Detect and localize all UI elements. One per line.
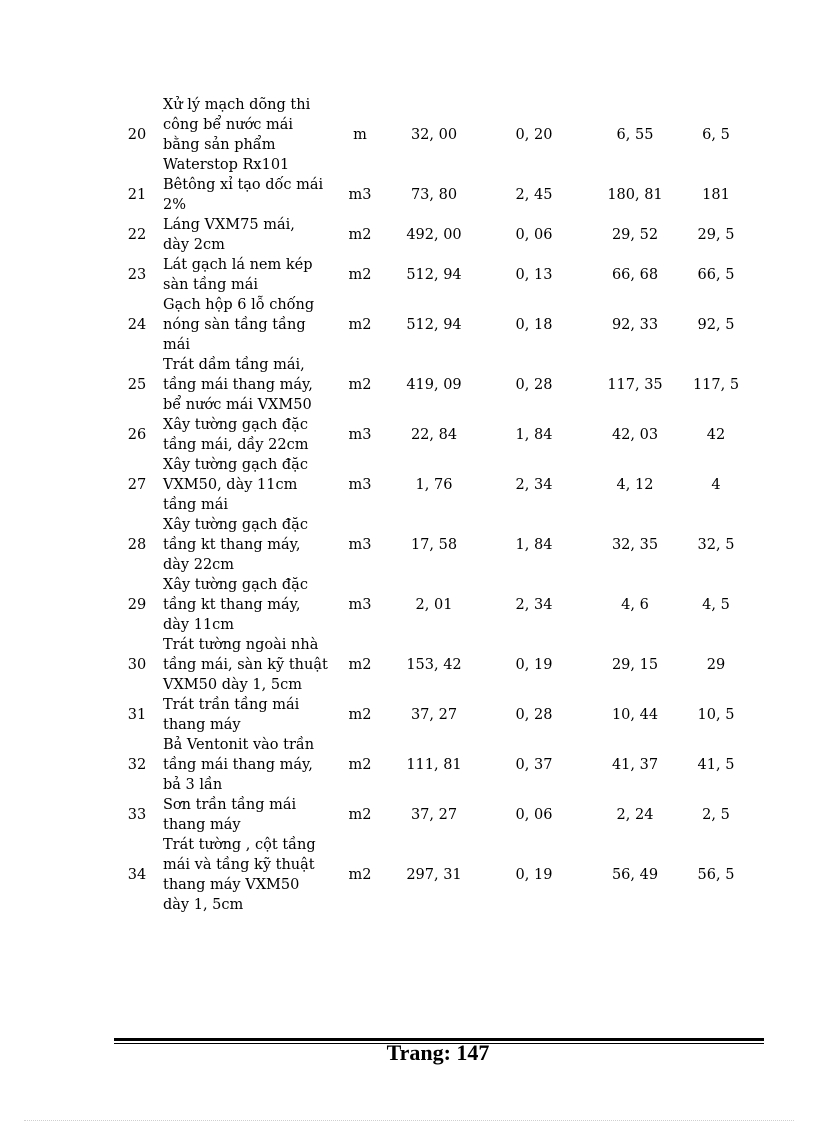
table-row [0,575,816,635]
description-line: Láng VXM75 mái, [163,217,295,233]
item-description [163,735,338,795]
quantity: 32, 00 [410,127,458,143]
total: 29, 52 [611,227,659,243]
page-bottom-border [24,1120,794,1121]
norm: 2, 34 [515,477,553,493]
description-line: dày 2cm [163,237,225,253]
norm: 1, 84 [515,427,553,443]
description-line: tầng mái [163,497,228,513]
description-line: VXM50 dày 1, 5cm [163,677,302,693]
item-number: 30 [127,657,147,673]
description-line: mái và tầng kỹ thuật [163,857,315,873]
total: 92, 33 [611,317,659,333]
rounded-total: 117, 5 [692,377,740,393]
item-number: 23 [127,267,147,283]
unit: m3 [348,187,372,203]
item-number: 31 [127,707,147,723]
description-line: VXM50, dày 11cm [163,477,298,493]
quantity: 153, 42 [406,657,462,673]
item-number: 22 [127,227,147,243]
unit: m3 [348,597,372,613]
quantity: 17, 58 [410,537,458,553]
rounded-total: 29 [706,657,726,673]
description-line: Trát tường , cột tầng [163,837,316,853]
norm: 2, 34 [515,597,553,613]
description-line: bả 3 lần [163,777,223,793]
total: 117, 35 [607,377,663,393]
table-row [0,735,816,795]
item-description [163,455,338,515]
item-number: 33 [127,807,147,823]
rounded-total: 41, 5 [697,757,735,773]
description-line: Xây tường gạch đặc [163,577,308,593]
item-description [163,355,338,415]
item-description [163,95,338,175]
table-row [0,255,816,295]
norm: 0, 20 [515,127,553,143]
item-number: 20 [127,127,147,143]
norm: 0, 19 [515,867,553,883]
quantity: 492, 00 [406,227,462,243]
norm: 0, 18 [515,317,553,333]
norm: 0, 28 [515,377,553,393]
description-line: Sơn trần tầng mái [163,797,297,813]
norm: 0, 28 [515,707,553,723]
quantity: 2, 01 [415,597,453,613]
quantity: 1, 76 [415,477,453,493]
quantity: 512, 94 [406,267,462,283]
total: 42, 03 [611,427,659,443]
quantity: 419, 09 [406,377,462,393]
description-line: dày 22cm [163,557,235,573]
item-description [163,175,338,215]
rounded-total: 4, 5 [702,597,730,613]
table-row [0,215,816,255]
description-line: Trát dầm tầng mái, [163,357,305,373]
item-number: 28 [127,537,147,553]
page-number: Trang: 147 [386,1040,490,1065]
description-line: thang máy [163,717,241,733]
quantity: 111, 81 [406,757,462,773]
norm: 1, 84 [515,537,553,553]
description-line: 2% [163,197,187,213]
item-number: 21 [127,187,147,203]
table-row [0,835,816,915]
description-line: Trát tường ngoài nhà [163,637,319,653]
total: 4, 12 [616,477,654,493]
unit: m2 [348,757,372,773]
table-row [0,455,816,515]
rounded-total: 181 [702,187,730,203]
rounded-total: 4 [711,477,721,493]
description-line: sàn tầng mái [163,277,259,293]
table-row [0,635,816,695]
description-line: tầng mái, dầy 22cm [163,437,309,453]
item-description [163,295,338,355]
unit: m2 [348,317,372,333]
table-row [0,95,816,175]
rounded-total: 29, 5 [697,227,735,243]
total: 2, 24 [616,807,654,823]
rounded-total: 10, 5 [697,707,735,723]
description-line: công bể nước mái [163,117,294,133]
item-number: 32 [127,757,147,773]
description-line: Xây tường gạch đặc [163,457,308,473]
description-line: Trát trần tầng mái [163,697,300,713]
quantity: 22, 84 [410,427,458,443]
unit: m2 [348,227,372,243]
description-line: tầng kt thang máy, [163,537,301,553]
item-description [163,575,338,635]
item-description [163,695,338,735]
rounded-total: 2, 5 [702,807,730,823]
description-line: tầng kt thang máy, [163,597,301,613]
description-line: nóng sàn tầng tầng [163,317,306,333]
item-number: 27 [127,477,147,493]
table-row [0,695,816,735]
item-description [163,515,338,575]
total: 180, 81 [607,187,663,203]
description-line: Bêtông xỉ tạo dốc mái [163,177,324,193]
total: 4, 6 [621,597,649,613]
unit: m3 [348,427,372,443]
quantity: 512, 94 [406,317,462,333]
item-description [163,835,338,915]
item-number: 34 [127,867,147,883]
unit: m2 [348,267,372,283]
rounded-total: 42 [706,427,726,443]
item-number: 25 [127,377,147,393]
quantity: 37, 27 [410,707,458,723]
table-row [0,415,816,455]
unit: m3 [348,477,372,493]
item-description [163,215,338,255]
unit: m2 [348,377,372,393]
description-line: dày 11cm [163,617,235,633]
quantity: 73, 80 [410,187,458,203]
table-row [0,795,816,835]
rounded-total: 56, 5 [697,867,735,883]
unit: m2 [348,657,372,673]
norm: 0, 06 [515,807,553,823]
description-line: tầng mái thang máy, [163,377,313,393]
quantity: 297, 31 [406,867,462,883]
description-line: thang máy [163,817,241,833]
description-line: Gạch hộp 6 lỗ chống [163,297,315,313]
description-line: Lát gạch lá nem kép [163,257,313,273]
item-description [163,635,338,695]
description-line: dày 1, 5cm [163,897,244,913]
unit: m2 [348,707,372,723]
table-row [0,355,816,415]
table-row [0,175,816,215]
rounded-total: 66, 5 [697,267,735,283]
description-line: Xử lý mạch dõng thi [163,97,311,113]
item-number: 26 [127,427,147,443]
total: 6, 55 [616,127,654,143]
norm: 0, 19 [515,657,553,673]
item-description [163,795,338,835]
rounded-total: 6, 5 [702,127,730,143]
item-description [163,415,338,455]
total: 32, 35 [611,537,659,553]
norm: 0, 37 [515,757,553,773]
norm: 0, 13 [515,267,553,283]
unit: m2 [348,867,372,883]
total: 10, 44 [611,707,659,723]
description-line: bằng sản phẩm [163,137,276,153]
rounded-total: 32, 5 [697,537,735,553]
rounded-total: 92, 5 [697,317,735,333]
description-line: Bả Ventonit vào trần [163,737,315,753]
description-line: mái [163,337,191,353]
unit: m3 [348,537,372,553]
description-line: tầng mái, sàn kỹ thuật [163,657,328,673]
total: 41, 37 [611,757,659,773]
item-description [163,255,338,295]
description-line: Xây tường gạch đặc [163,517,308,533]
description-line: thang máy VXM50 [163,877,300,893]
total: 56, 49 [611,867,659,883]
description-line: tầng mái thang máy, [163,757,313,773]
table-row [0,515,816,575]
total: 66, 68 [611,267,659,283]
item-number: 24 [127,317,147,333]
unit: m [353,127,367,143]
description-line: Waterstop Rx101 [163,157,290,173]
description-line: Xây tường gạch đặc [163,417,308,433]
table-row [0,295,816,355]
unit: m2 [348,807,372,823]
norm: 0, 06 [515,227,553,243]
quantity: 37, 27 [410,807,458,823]
item-number: 29 [127,597,147,613]
total: 29, 15 [611,657,659,673]
description-line: bể nước mái VXM50 [163,397,312,413]
norm: 2, 45 [515,187,553,203]
